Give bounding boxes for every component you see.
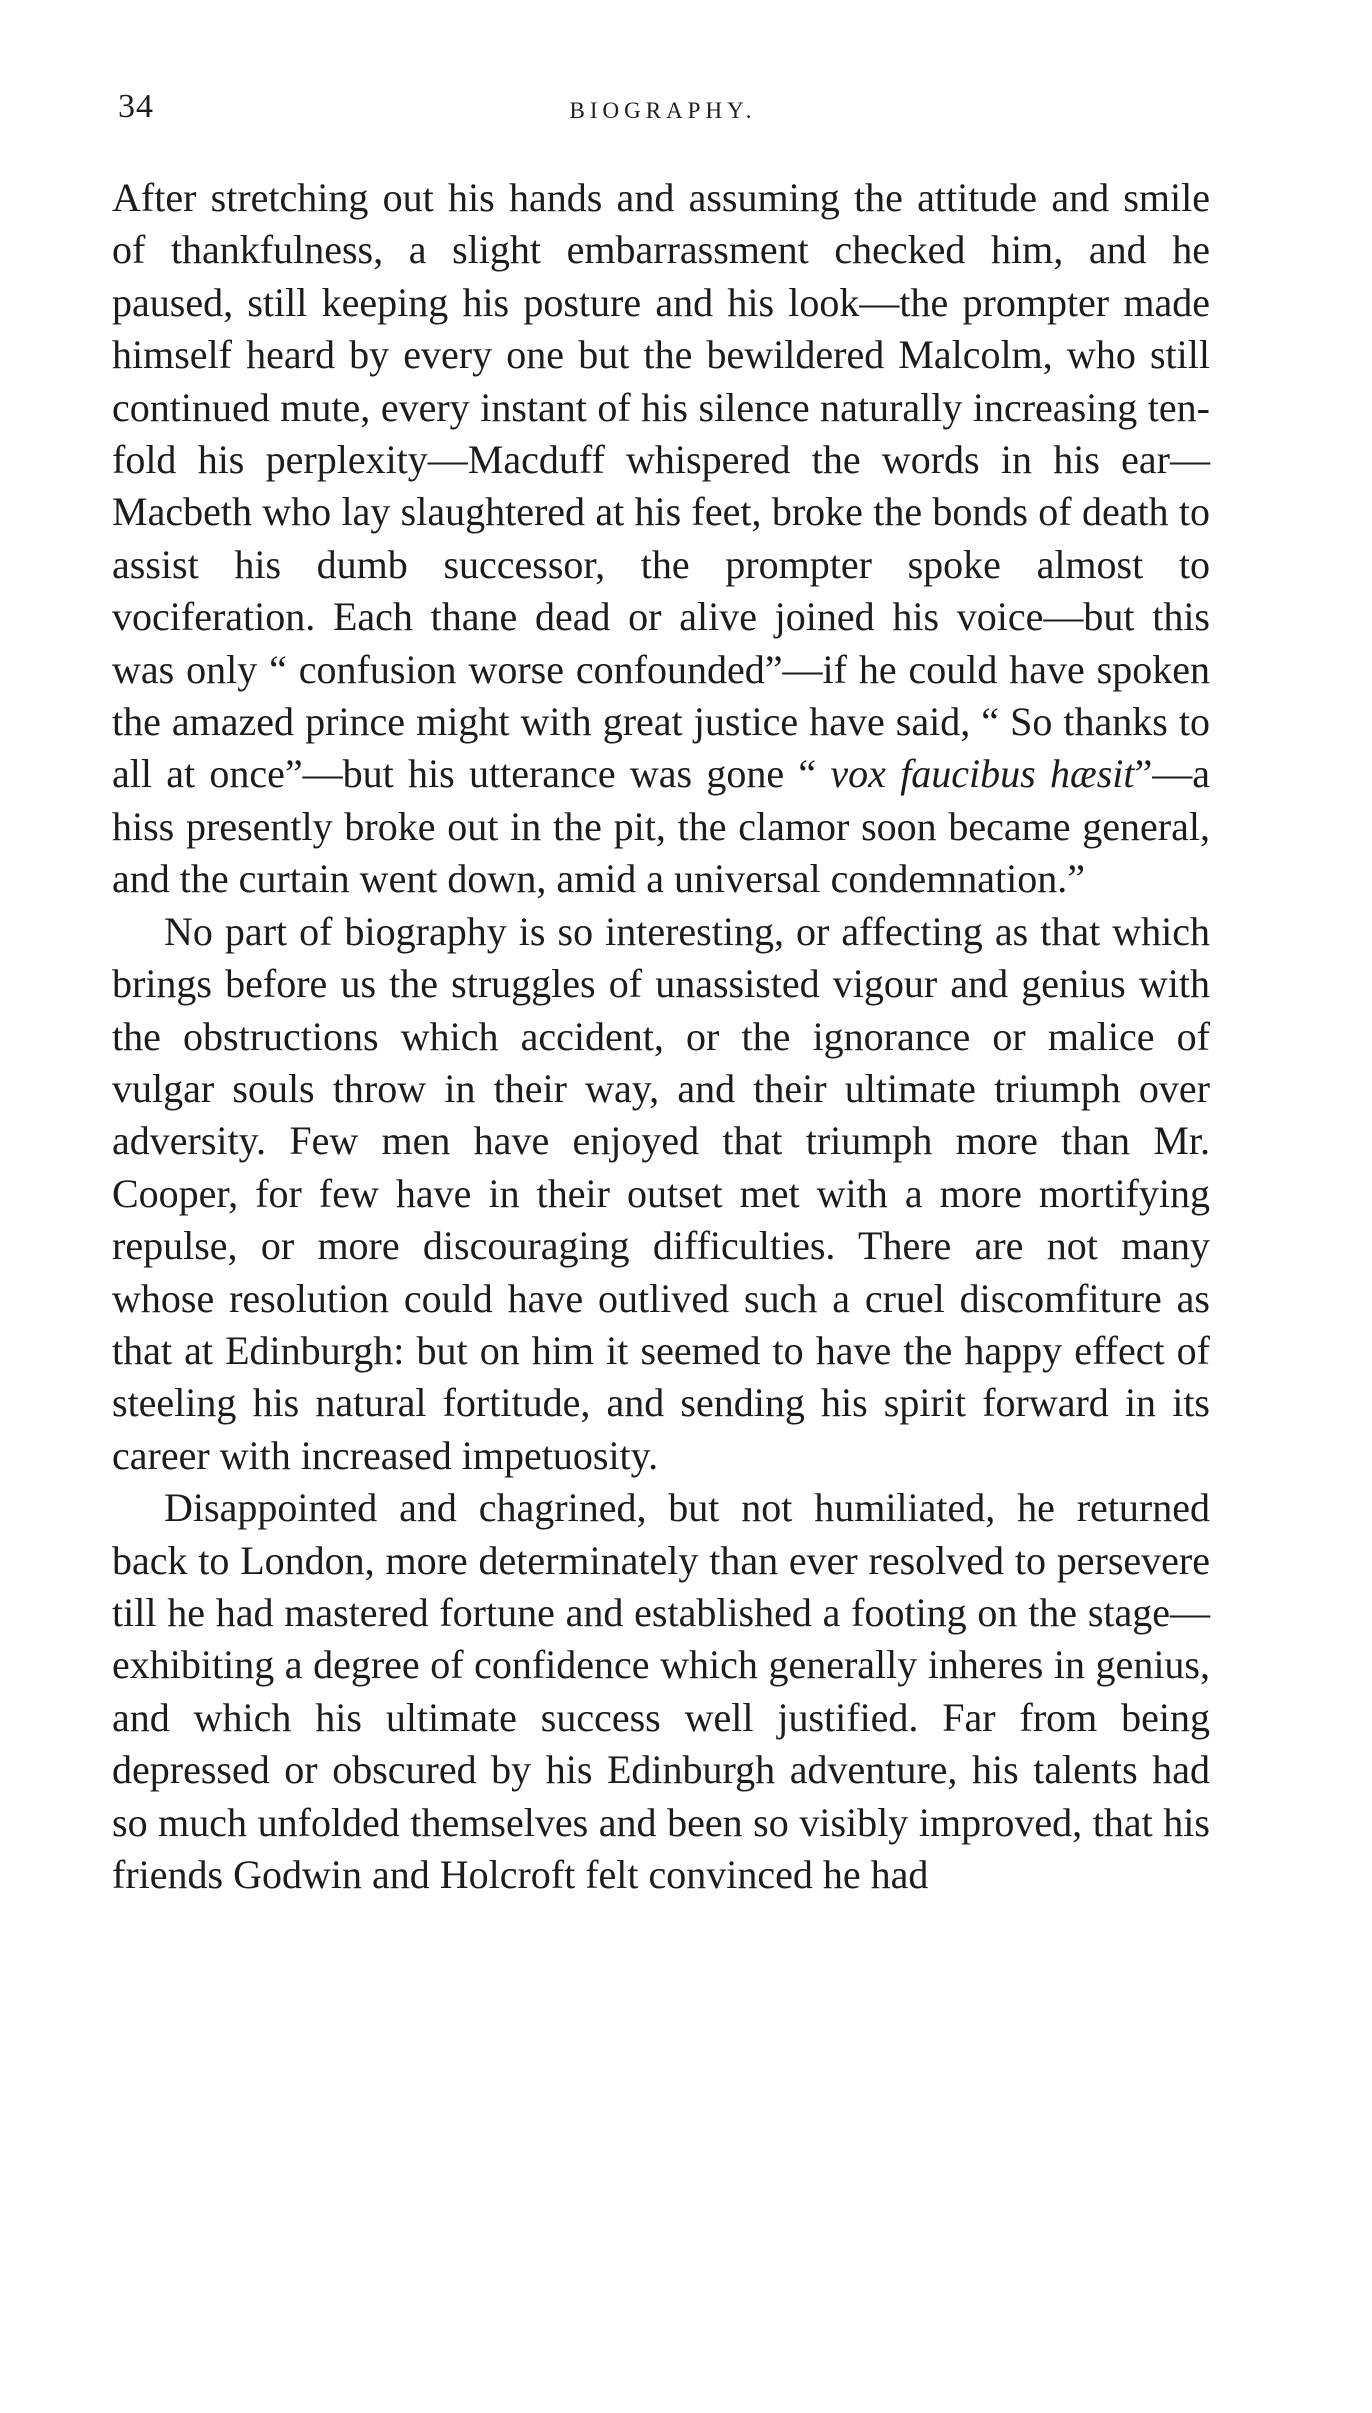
running-head: BIOGRAPHY. (569, 98, 757, 123)
page-header (118, 88, 1208, 138)
paragraph-1-text-before-italic: After stretching out his hands and assuming the attitude and smile of thankfulness, a slight embarrassment checked him, and he paused, still keeping his posture and his look—the prompter made himself heard by every one but the bewildered Malcolm, who still continued mute, every instant of his silence naturally increasing ten-fold his perplexity—Macduff whispered the words in his ear—Macbeth who lay slaughtered at his feet, broke the bonds of death to assist his dumb successor, the prompter spoke almost to vociferation. Each thane dead or alive joined his voice—but this was only “ confusion worse confounded”—if he could have spoken the amazed prince might with great justice have said, “ So thanks to all at once”—but his utterance was gone “ (112, 175, 1210, 797)
body-text (112, 172, 1210, 1901)
paragraph-3: Disappointed and chagrined, but not humiliated, he returned back to London, more determinately than ever resolved to persevere till he had mastered fortune and established a footing on the stage—exhibiting a degree of confidence which generally inheres in genius, and which his ultimate success well justified. Far from being depressed or obscured by his Edinburgh adventure, his talents had so much unfolded themselves and been so visibly improved, that his friends Godwin and Holcroft felt convinced he had (112, 1485, 1210, 1897)
paragraph-1-text-after-italic: ”—a hiss presently broke out in the pit, the clamor soon became general, and the curtain went down, amid a universal condemnation.” (112, 751, 1211, 902)
paragraph-2: No part of biography is so interesting, or affecting as that which brings before us the struggles of unassisted vigour and genius with the obstructions which accident, or the ignorance or malice of vulgar souls throw in their way, and their ultimate triumph over adversity. Few men have enjoyed that triumph more than Mr. Cooper, for few have in their outset met with a more mortifying repulse, or more discouraging difficulties. There are not many whose resolution could have outlived such a cruel discomfiture as that at Edinburgh: but on him it seemed to have the happy effect of steeling his natural fortitude, and sending his spirit forward in its career with increased impetuosity. (112, 908, 1210, 1478)
latin-quote: vox faucibus hæsit (830, 751, 1135, 797)
page-number: 34 (118, 88, 154, 125)
paragraph-1 (112, 172, 1210, 906)
